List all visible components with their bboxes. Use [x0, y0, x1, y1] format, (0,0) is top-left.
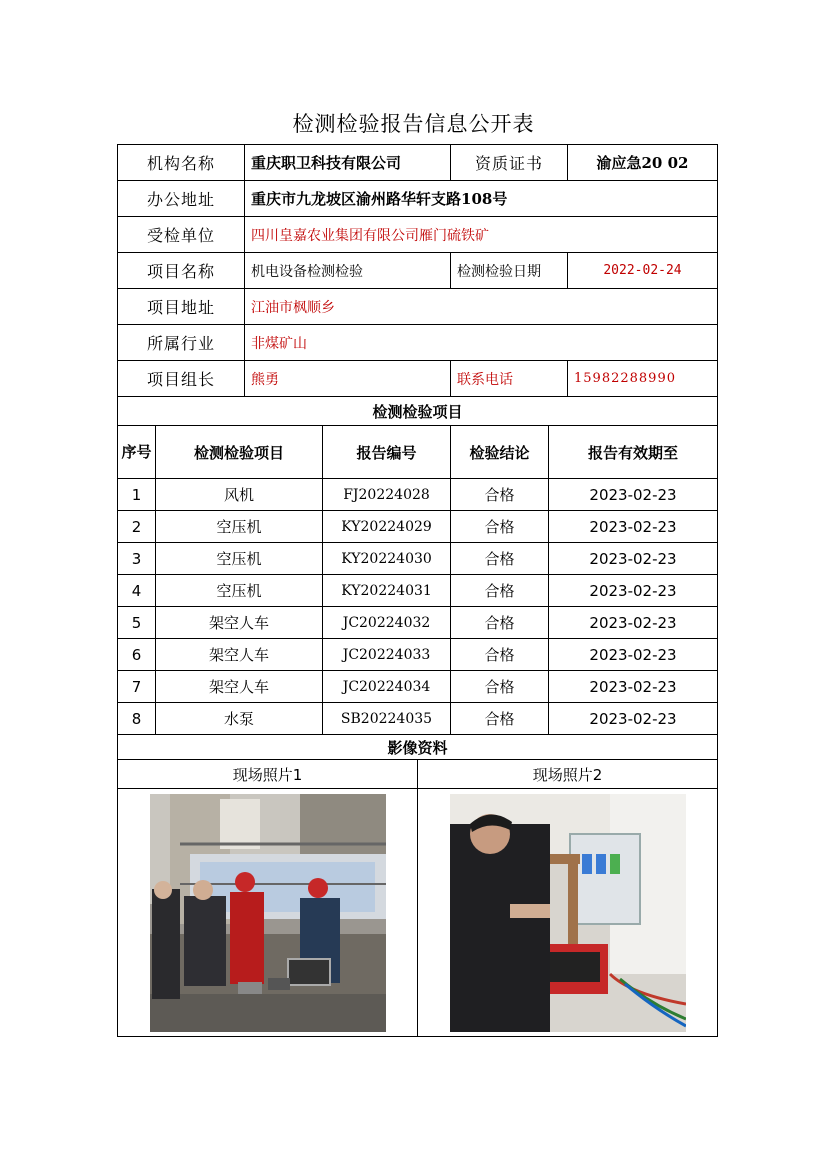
industry-label: 所属行业 [118, 325, 245, 361]
row-item: 空压机 [156, 575, 323, 607]
header-result: 检验结论 [451, 426, 549, 479]
site-photo-1 [150, 794, 386, 1032]
address-value: 重庆市九龙坡区渝州路华轩支路108号 [245, 181, 718, 217]
header-item: 检测检验项目 [156, 426, 323, 479]
photo2-caption: 现场照片2 [418, 760, 718, 789]
leader-value: 熊勇 [245, 361, 451, 397]
row-item: 水泵 [156, 703, 323, 735]
row-valid: 2023-02-23 [549, 511, 718, 543]
row-item: 风机 [156, 479, 323, 511]
row-report: FJ20224028 [323, 479, 451, 511]
row-no: 3 [118, 543, 156, 575]
row-no: 2 [118, 511, 156, 543]
site-photo-2 [450, 794, 686, 1032]
client-value: 四川皇嘉农业集团有限公司雁门硫铁矿 [245, 217, 718, 253]
row-no: 4 [118, 575, 156, 607]
row-valid: 2023-02-23 [549, 543, 718, 575]
leader-label: 项目组长 [118, 361, 245, 397]
row-result: 合格 [451, 607, 549, 639]
row-report: JC20224033 [323, 639, 451, 671]
site-photo-2-image [450, 794, 686, 1032]
photo-table [117, 759, 718, 1037]
info-table [117, 144, 718, 397]
table-row [118, 703, 718, 735]
row-report: KY20224031 [323, 575, 451, 607]
row-item: 架空人车 [156, 607, 323, 639]
project-label: 项目名称 [118, 253, 245, 289]
date-value: 2022-02-24 [568, 253, 718, 289]
org-name-label: 机构名称 [118, 145, 245, 181]
items-table [117, 396, 718, 760]
header-report: 报告编号 [323, 426, 451, 479]
row-item: 架空人车 [156, 671, 323, 703]
row-no: 8 [118, 703, 156, 735]
table-row [118, 543, 718, 575]
row-valid: 2023-02-23 [549, 671, 718, 703]
header-no: 序号 [118, 426, 156, 479]
row-result: 合格 [451, 511, 549, 543]
site-label: 项目地址 [118, 289, 245, 325]
table-row [118, 639, 718, 671]
row-result: 合格 [451, 703, 549, 735]
cert-label: 资质证书 [451, 145, 568, 181]
row-report: KY20224029 [323, 511, 451, 543]
row-valid: 2023-02-23 [549, 703, 718, 735]
row-result: 合格 [451, 575, 549, 607]
row-item: 空压机 [156, 543, 323, 575]
client-label: 受检单位 [118, 217, 245, 253]
cert-value: 渝应急20 02 [568, 145, 718, 181]
phone-label: 联系电话 [451, 361, 568, 397]
table-row [118, 607, 718, 639]
row-valid: 2023-02-23 [549, 639, 718, 671]
row-result: 合格 [451, 671, 549, 703]
table-row [118, 511, 718, 543]
phone-value: 15982288990 [568, 361, 718, 397]
items-section-title: 检测检验项目 [118, 397, 718, 426]
row-item: 架空人车 [156, 639, 323, 671]
table-row [118, 671, 718, 703]
page-title: 检测检验报告信息公开表 [292, 112, 535, 136]
row-report: JC20224032 [323, 607, 451, 639]
industry-value: 非煤矿山 [245, 325, 718, 361]
photo1-caption: 现场照片1 [118, 760, 418, 789]
site-photo-1-image [150, 794, 386, 1032]
row-report: SB20224035 [323, 703, 451, 735]
row-no: 7 [118, 671, 156, 703]
project-value: 机电设备检测检验 [245, 253, 451, 289]
report-sheet [117, 144, 717, 1037]
row-result: 合格 [451, 543, 549, 575]
site-value: 江油市枫顺乡 [245, 289, 718, 325]
item-rows [118, 479, 718, 735]
table-row [118, 575, 718, 607]
row-no: 6 [118, 639, 156, 671]
header-valid: 报告有效期至 [549, 426, 718, 479]
media-section-title: 影像资料 [118, 735, 718, 760]
row-no: 1 [118, 479, 156, 511]
row-no: 5 [118, 607, 156, 639]
org-name-value: 重庆职卫科技有限公司 [245, 145, 451, 181]
row-report: JC20224034 [323, 671, 451, 703]
row-report: KY20224030 [323, 543, 451, 575]
row-valid: 2023-02-23 [549, 479, 718, 511]
table-row [118, 479, 718, 511]
row-result: 合格 [451, 639, 549, 671]
address-label: 办公地址 [118, 181, 245, 217]
row-item: 空压机 [156, 511, 323, 543]
row-valid: 2023-02-23 [549, 607, 718, 639]
row-result: 合格 [451, 479, 549, 511]
row-valid: 2023-02-23 [549, 575, 718, 607]
date-label: 检测检验日期 [451, 253, 568, 289]
